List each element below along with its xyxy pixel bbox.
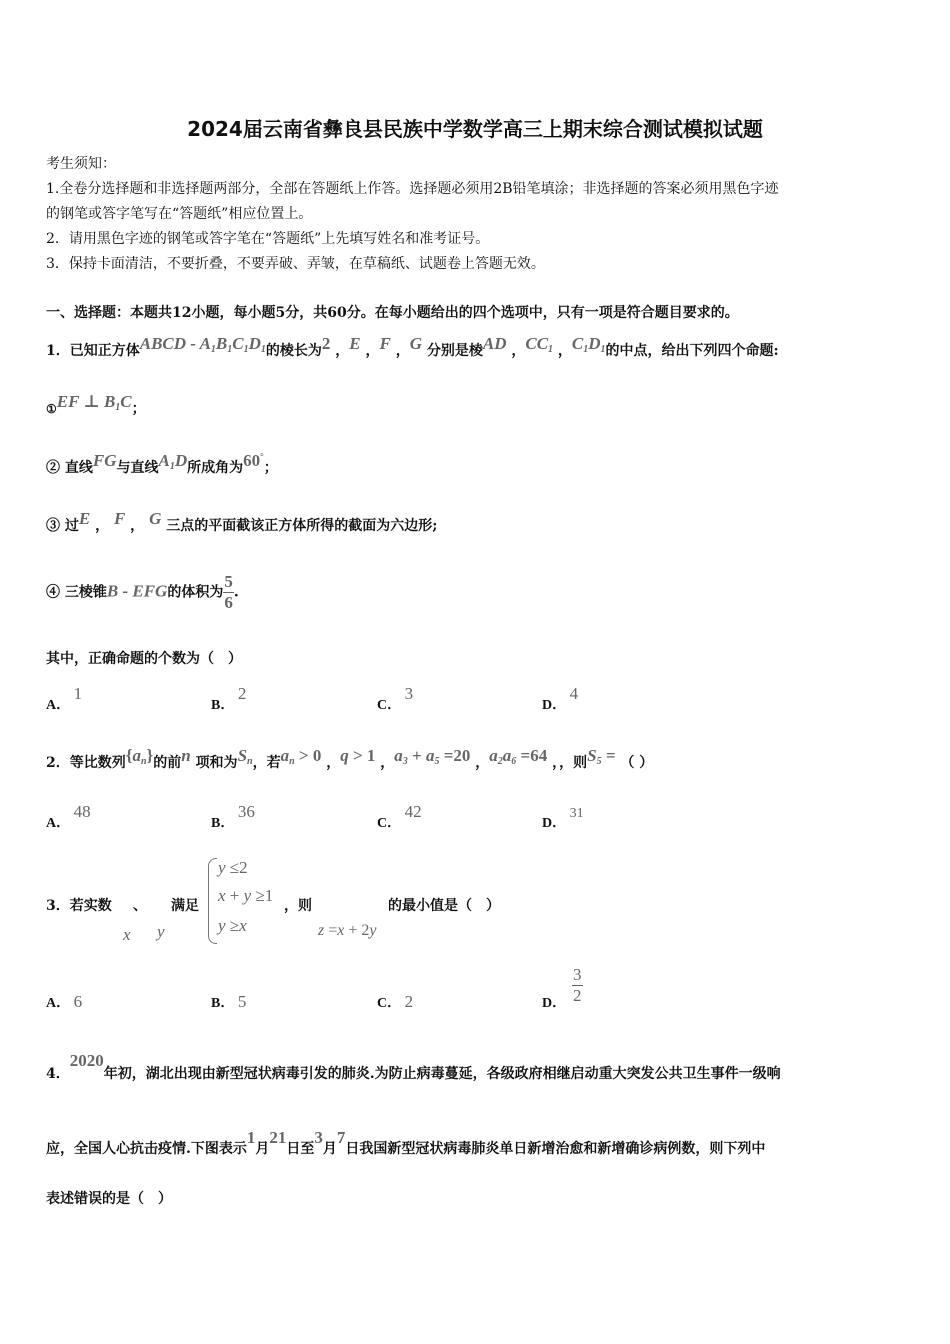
q4-line-2: 应，全国人心抗击疫情.下图表示1月21日至3月7日我国新型冠状病毒肺炎单日新增治愈和新增确诊病例数，则下列中 <box>46 1128 766 1157</box>
q1-statement-2: ② 直线FG与直线$A_1D$所成角为60°； <box>46 451 278 476</box>
q3-sep: 、 <box>133 898 147 914</box>
q4-line-1: 4．2020年初，湖北出现由新型冠状病毒引发的肺炎.为防止病毒蔓延，各级政府相继启动重大突发公共卫生事件一级响 <box>46 1051 781 1082</box>
q3-option-a[interactable]: A． 6 <box>46 992 83 1011</box>
q2-option-d[interactable]: D． 31 <box>542 806 584 831</box>
notice-line-1a: 1.全卷分选择题和非选择题两部分，全部在答题纸上作答。选择题必须用2B铅笔填涂；非选择题的答案必须用黑色字迹 <box>46 181 779 197</box>
q1-option-c[interactable]: C． 3 <box>377 684 414 713</box>
notice-heading: 考生须知： <box>46 156 116 172</box>
q3-brace <box>208 858 217 944</box>
q1-question: 其中，正确命题的个数为（ ） <box>46 651 242 667</box>
q1-statement-4: ④ 三棱锥B - EFG的体积为 $\frac{5}{6}$ . <box>46 572 239 612</box>
q1-stem: 1．已知正方体ABCD - $A_1B_1C_1D_1$的棱长为2 ，E ，F ，G 分别是棱AD ，$CC_1$ ，$C_1D_1$的中点，给出下列四个命题: <box>46 334 779 359</box>
section-heading: 一、选择题：本题共12小题，每小题5分，共60分。在每小题给出的四个选项中，只有一项是符合题目要求的。 <box>46 305 739 321</box>
notice-line-3: 3．保持卡面清洁，不要折叠，不要弄破、弄皱，在草稿纸、试题卷上答题无效。 <box>46 256 545 272</box>
q2-stem: 2．等比数列$\{a_n\}$的前n 项和为$S_n$，若$a_n > 0$ ，q > 1 ，$a_3 + a_5 =20$ ，$a_2a_6 =64$ ，，则$S_5$ = （ ） <box>46 746 654 771</box>
q3-constraint-3: y ≥x <box>218 916 247 935</box>
q3-var-y: y <box>157 922 165 941</box>
q2-option-c[interactable]: C． 42 <box>377 802 422 831</box>
q3-objective: z =x + 2y <box>318 922 377 939</box>
q3-option-d-fraction: $\frac{3}{2}$ <box>573 965 582 1005</box>
q1-statement-3: ③ 过E ， F ， G 三点的平面截该正方体所得的截面为六边形; <box>46 509 438 534</box>
q3-option-d[interactable]: D． <box>542 996 567 1011</box>
q3-constraint-1: y ≤2 <box>218 858 248 877</box>
q4-line-3: 表述错误的是（ ） <box>46 1191 172 1207</box>
notice-line-2: 2．请用黑色字迹的钢笔或答字笔在“答题纸”上先填写姓名和准考证号。 <box>46 231 490 247</box>
q3-var-x: x <box>123 925 131 944</box>
q2-option-a[interactable]: A． 48 <box>46 802 91 831</box>
q3-option-c[interactable]: C． 2 <box>377 992 414 1011</box>
q3-stem-c: ，则 <box>284 898 312 914</box>
q3-stem-a: 3．若实数 <box>46 898 112 914</box>
q3-option-b[interactable]: B． 5 <box>211 992 247 1011</box>
q1-option-d[interactable]: D． 4 <box>542 684 579 713</box>
q1-statement-1: ①EF ⊥ $B_1C$； <box>46 392 146 417</box>
q3-stem-b: 满足 <box>171 898 199 914</box>
q1-option-b[interactable]: B． 2 <box>211 684 247 713</box>
q3-stem-d: 的最小值是（ ） <box>388 898 500 914</box>
notice-line-1b: 的钢笔或答字笔写在“答题纸”相应位置上。 <box>46 206 313 222</box>
q2-option-b[interactable]: B． 36 <box>211 802 255 831</box>
q3-constraint-2: x + y ≥1 <box>218 886 274 905</box>
page-title: 2024届云南省彝良县民族中学数学高三上期末综合测试模拟试题 <box>187 117 763 141</box>
q1-option-a[interactable]: A． 1 <box>46 684 83 713</box>
